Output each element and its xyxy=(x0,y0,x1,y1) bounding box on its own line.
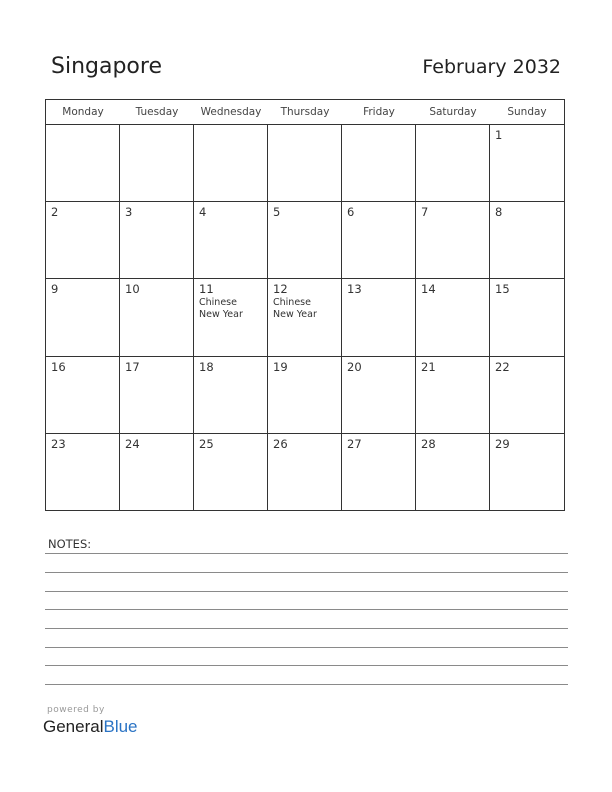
weekday-header-row xyxy=(46,100,564,125)
day-cell[interactable] xyxy=(268,279,342,356)
day-number: 19 xyxy=(273,359,288,374)
weekday-header: Sunday xyxy=(507,106,547,118)
day-number: 2 xyxy=(51,205,59,220)
note-line xyxy=(45,572,568,573)
day-cell[interactable] xyxy=(194,279,268,356)
day-number: 27 xyxy=(347,436,362,451)
day-cell[interactable] xyxy=(46,202,120,279)
day-cell[interactable] xyxy=(194,125,268,202)
day-number: 3 xyxy=(125,205,133,220)
calendar-country-title: Singapore xyxy=(51,54,162,79)
day-cell[interactable] xyxy=(268,125,342,202)
powered-by-text: powered by xyxy=(47,705,105,715)
day-cell[interactable] xyxy=(46,434,120,511)
day-number: 13 xyxy=(347,282,362,297)
note-line xyxy=(45,665,568,666)
day-number: 26 xyxy=(273,436,288,451)
day-cell[interactable] xyxy=(416,357,490,434)
day-cell[interactable] xyxy=(490,434,564,511)
weekday-header: Friday xyxy=(363,106,395,118)
day-number: 24 xyxy=(125,436,140,451)
day-number: 6 xyxy=(347,205,355,220)
day-number: 12 xyxy=(273,282,288,297)
day-cell[interactable] xyxy=(120,202,194,279)
day-cell[interactable] xyxy=(342,202,416,279)
day-cell[interactable] xyxy=(268,357,342,434)
day-number: 20 xyxy=(347,359,362,374)
day-cell[interactable] xyxy=(416,279,490,356)
note-line xyxy=(45,628,568,629)
day-cell[interactable] xyxy=(342,357,416,434)
day-number: 10 xyxy=(125,282,140,297)
day-cell[interactable] xyxy=(120,357,194,434)
brand-main-text: General xyxy=(43,717,104,736)
day-number: 28 xyxy=(421,436,436,451)
day-cell[interactable] xyxy=(490,202,564,279)
day-number: 23 xyxy=(51,436,66,451)
holiday-label: Chinese New Year xyxy=(273,297,317,321)
day-cell[interactable] xyxy=(342,434,416,511)
month-calendar-grid xyxy=(45,99,565,511)
day-number: 16 xyxy=(51,359,66,374)
day-cell[interactable] xyxy=(194,202,268,279)
day-cell[interactable] xyxy=(490,357,564,434)
day-number: 29 xyxy=(495,436,510,451)
day-cell[interactable] xyxy=(416,202,490,279)
day-number: 15 xyxy=(495,282,510,297)
day-number: 11 xyxy=(199,282,214,297)
weekday-header: Thursday xyxy=(280,106,330,118)
day-cell[interactable] xyxy=(194,434,268,511)
day-cell[interactable] xyxy=(268,202,342,279)
day-cell[interactable] xyxy=(46,279,120,356)
day-number: 22 xyxy=(495,359,510,374)
day-number: 25 xyxy=(199,436,214,451)
note-line xyxy=(45,609,568,610)
day-cell[interactable] xyxy=(194,357,268,434)
day-number: 8 xyxy=(495,205,503,220)
weekday-header: Tuesday xyxy=(135,106,179,118)
day-cell[interactable] xyxy=(490,125,564,202)
weekday-header: Wednesday xyxy=(200,106,262,118)
calendar-weeks xyxy=(46,125,564,511)
holiday-label: Chinese New Year xyxy=(199,297,243,321)
brand-accent-text: Blue xyxy=(103,717,138,736)
day-number: 17 xyxy=(125,359,140,374)
day-cell[interactable] xyxy=(46,357,120,434)
notes-label: NOTES: xyxy=(48,537,92,551)
day-number: 9 xyxy=(51,282,59,297)
day-cell[interactable] xyxy=(416,125,490,202)
note-line xyxy=(45,684,568,685)
day-cell[interactable] xyxy=(342,125,416,202)
day-number: 18 xyxy=(199,359,214,374)
day-cell[interactable] xyxy=(268,434,342,511)
day-cell[interactable] xyxy=(490,279,564,356)
note-line xyxy=(45,553,568,554)
generalblue-logo[interactable] xyxy=(43,717,138,737)
day-number: 4 xyxy=(199,205,207,220)
weekday-header: Monday xyxy=(62,106,104,118)
day-number: 7 xyxy=(421,205,429,220)
day-cell[interactable] xyxy=(120,279,194,356)
day-cell[interactable] xyxy=(416,434,490,511)
day-number: 1 xyxy=(495,128,503,142)
day-cell[interactable] xyxy=(120,125,194,202)
note-line xyxy=(45,647,568,648)
weekday-header: Saturday xyxy=(429,106,477,118)
day-cell[interactable] xyxy=(120,434,194,511)
day-number: 5 xyxy=(273,205,281,220)
day-number: 21 xyxy=(421,359,436,374)
note-line xyxy=(45,591,568,592)
day-number: 14 xyxy=(421,282,436,297)
day-cell[interactable] xyxy=(342,279,416,356)
calendar-month-title: February 2032 xyxy=(422,56,561,78)
day-cell[interactable] xyxy=(46,125,120,202)
